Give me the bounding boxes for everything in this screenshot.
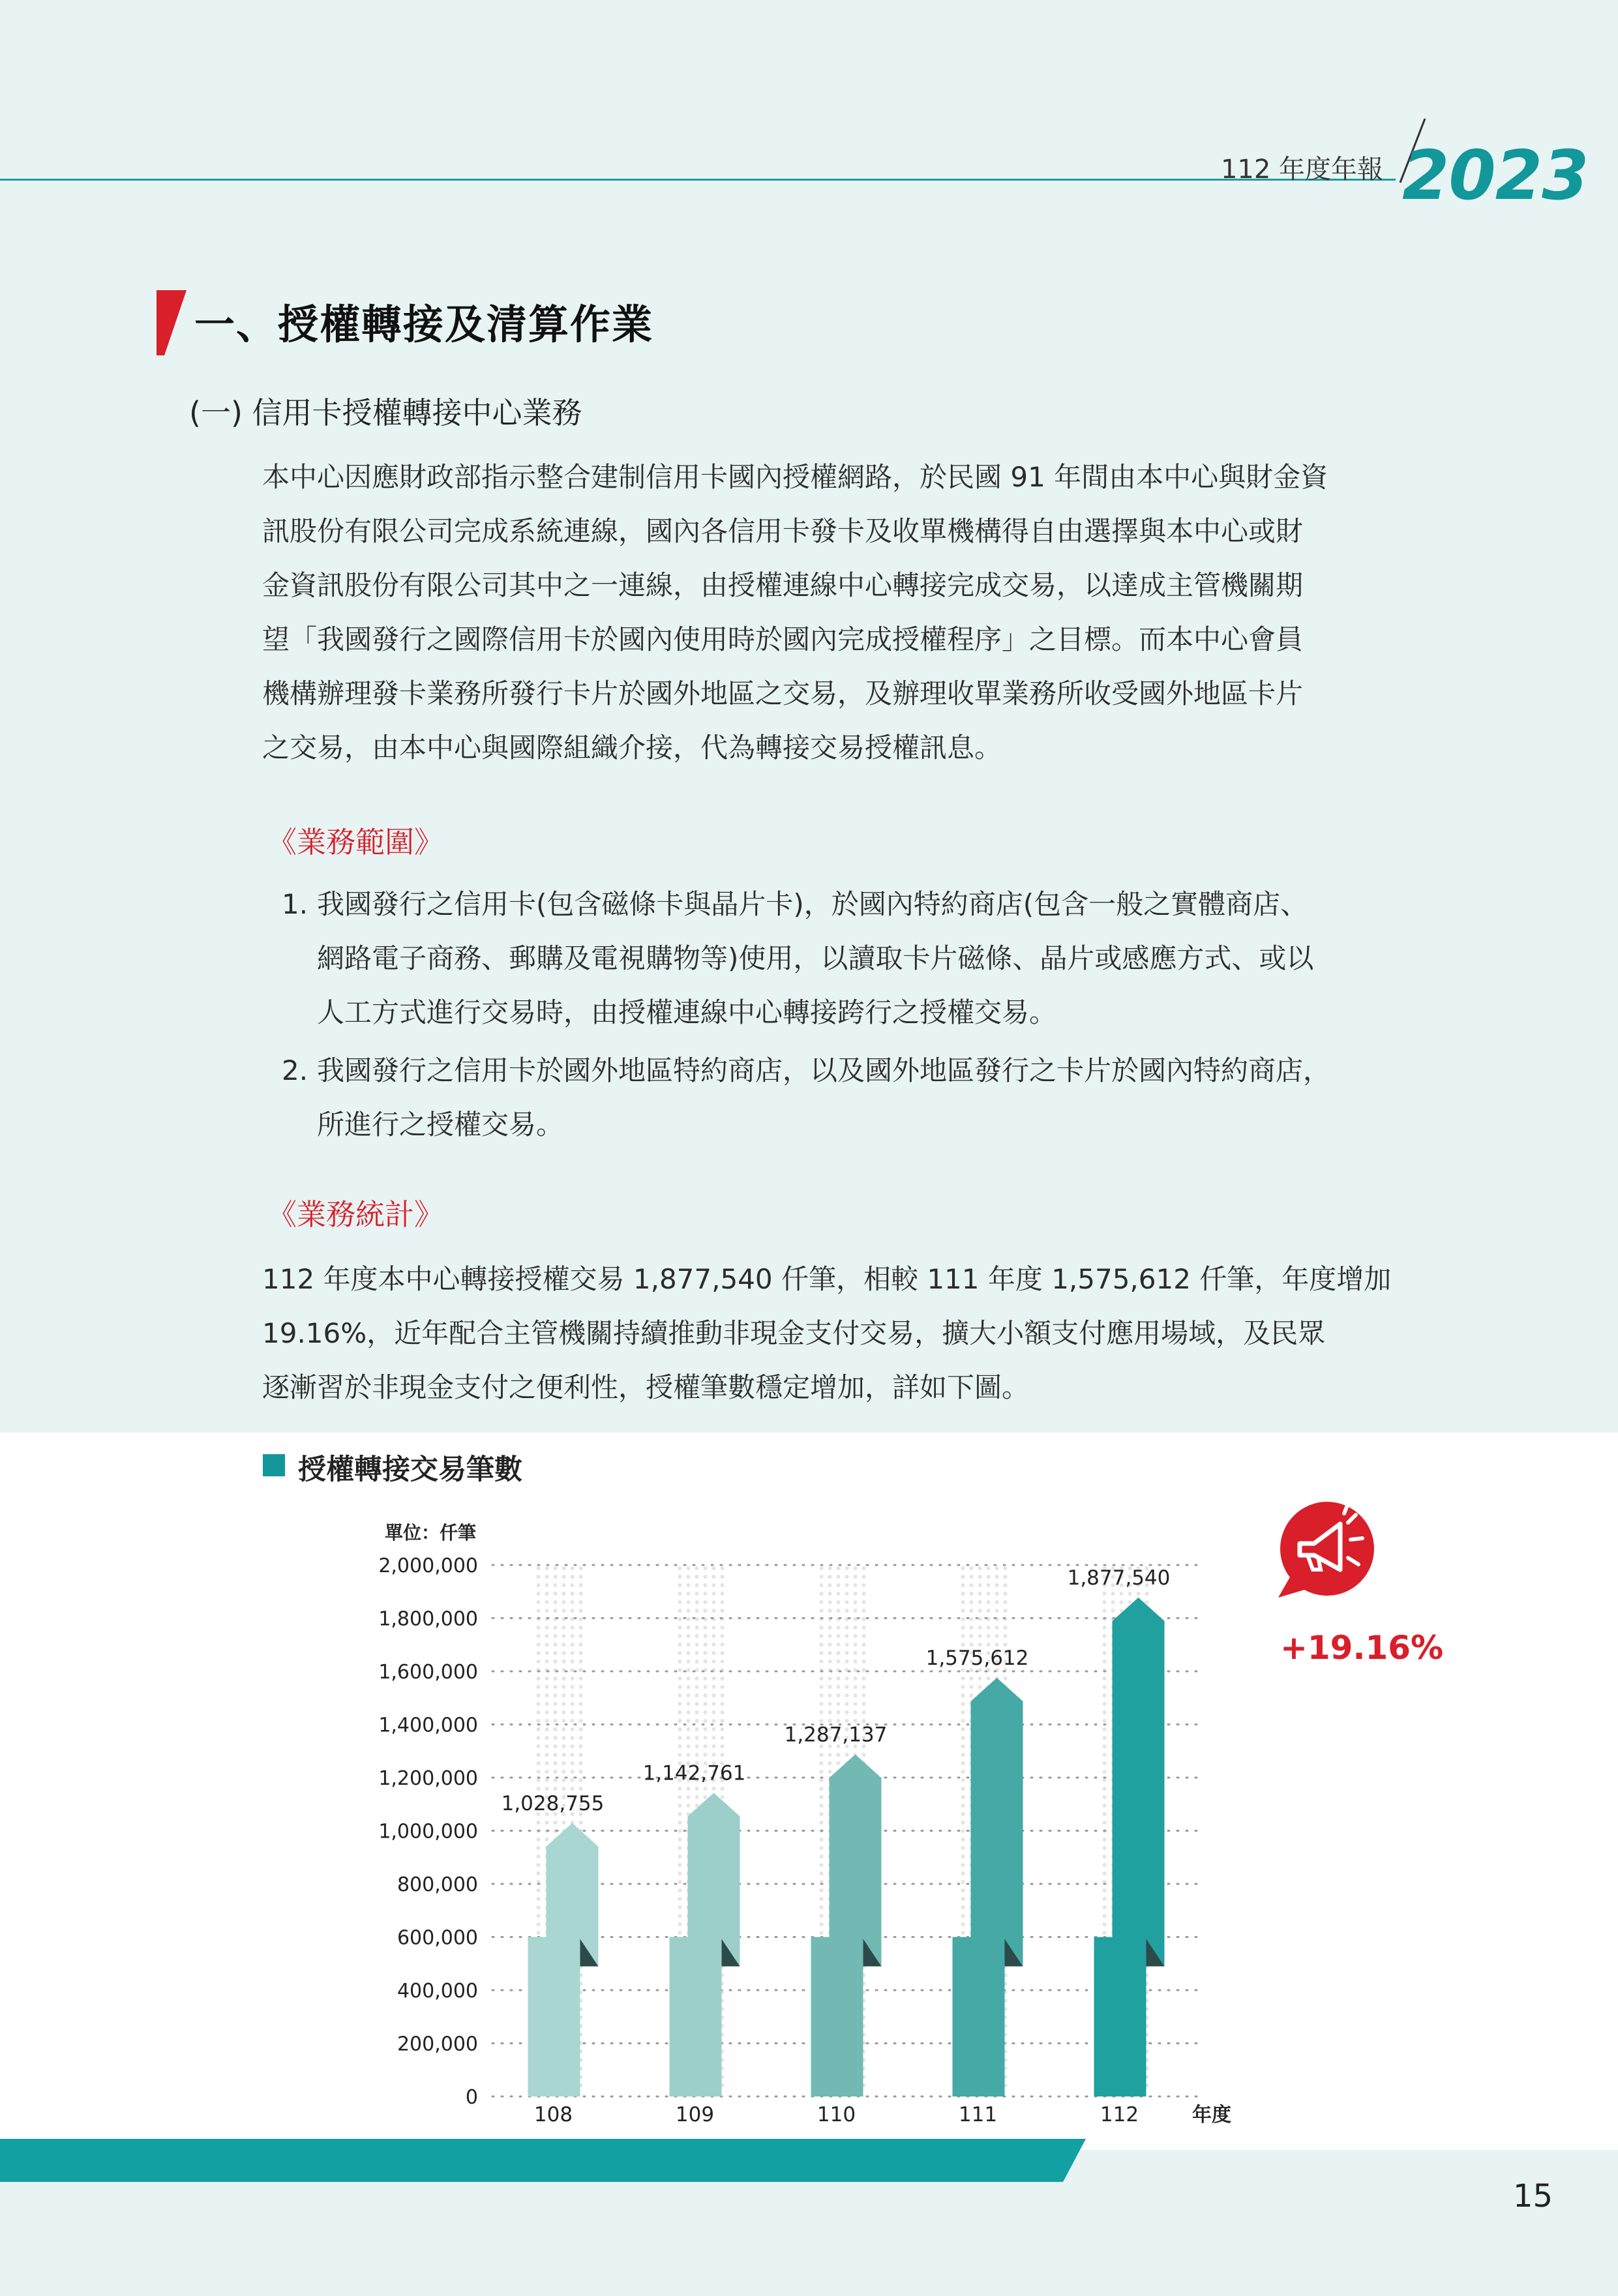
section-title: 一、授權轉接及清算作業 xyxy=(194,301,654,348)
megaphone-icon xyxy=(1278,1502,1374,1598)
bar xyxy=(953,1678,1023,2096)
y-tick-label: 200,000 xyxy=(397,2033,478,2056)
intro-line: 機構辦理發卡業務所發行卡片於國外地區之交易，及辦理收單業務所收受國外地區卡片 xyxy=(262,678,1304,709)
growth-percentage: +19.16% xyxy=(1280,1629,1444,1667)
x-tick-label: 110 xyxy=(816,2103,856,2126)
y-tick-label: 0 xyxy=(465,2086,478,2109)
report-label: 112 年度年報 xyxy=(1220,155,1383,185)
x-tick-label: 111 xyxy=(958,2103,998,2126)
x-axis-label: 年度 xyxy=(1192,2104,1231,2126)
bar-value-label: 1,028,755 xyxy=(501,1791,605,1815)
x-tick-label: 108 xyxy=(533,2103,573,2126)
intro-line: 金資訊股份有限公司其中之一連線，由授權連線中心轉接完成交易，以達成主管機關期 xyxy=(262,569,1304,601)
stats-line: 19.16%，近年配合主管機關持續推動非現金支付交易，擴大小額支付應用場域，及民眾 xyxy=(262,1317,1326,1349)
intro-line: 之交易，由本中心與國際組織介接，代為轉接交易授權訊息。 xyxy=(262,732,1002,764)
y-tick-label: 2,000,000 xyxy=(378,1555,478,1577)
y-tick-label: 400,000 xyxy=(397,1980,478,2003)
page-number: 15 xyxy=(1513,2178,1553,2214)
footer-band xyxy=(0,2132,1618,2184)
y-tick-label: 600,000 xyxy=(397,1926,478,1950)
y-tick-label: 1,400,000 xyxy=(378,1714,478,1737)
y-tick-label: 1,000,000 xyxy=(378,1820,478,1843)
y-tick-label: 1,200,000 xyxy=(378,1767,478,1790)
bar-value-label: 1,142,761 xyxy=(642,1761,746,1785)
intro-line: 望「我國發行之國際信用卡於國內使用時於國內完成授權程序」之目標。而本中心會員 xyxy=(262,623,1304,655)
unit-label: 單位：仟筆 xyxy=(385,1522,477,1543)
bar-value-label: 1,575,612 xyxy=(925,1646,1029,1670)
y-tick-label: 800,000 xyxy=(397,1873,478,1896)
scope-item-line: 所進行之授權交易。 xyxy=(317,1109,564,1141)
y-tick-label: 1,600,000 xyxy=(378,1661,478,1684)
scope-item-line: 網路電子商務、郵購及電視購物等)使用，以讀取卡片磁條、晶片或感應方式、或以 xyxy=(317,942,1314,974)
stats-line: 逐漸習於非現金支付之便利性，授權筆數穩定增加，詳如下圖。 xyxy=(262,1371,1030,1403)
section-subtitle: (一) 信用卡授權轉接中心業務 xyxy=(189,395,582,430)
bar-value-label: 1,877,540 xyxy=(1067,1566,1171,1590)
stats-heading: 《業務統計》 xyxy=(267,1197,444,1232)
y-tick-label: 1,800,000 xyxy=(378,1607,478,1631)
x-tick-label: 112 xyxy=(1100,2103,1139,2126)
intro-line: 訊股份有限公司完成系統連線，國內各信用卡發卡及收單機構得自由選擇與本中心或財 xyxy=(262,515,1304,547)
scope-item-number: 2. xyxy=(282,1054,308,1086)
scope-item-line: 我國發行之信用卡於國外地區特約商店，以及國外地區發行之卡片於國內特約商店， xyxy=(317,1054,1331,1086)
stats-line: 112 年度本中心轉接授權交易 1,877,540 仟筆，相較 111 年度 1,575,612 仟筆，年度增加 xyxy=(262,1263,1392,1295)
chart-title: 授權轉接交易筆數 xyxy=(298,1454,522,1486)
scope-heading: 《業務範圍》 xyxy=(267,825,444,859)
scope-item-line: 我國發行之信用卡(包含磁條卡與晶片卡)，於國內特約商店(包含一般之實體商店、 xyxy=(317,888,1308,920)
report-year: 2023 xyxy=(1402,136,1589,215)
bar-value-label: 1,287,137 xyxy=(784,1723,888,1747)
x-tick-label: 109 xyxy=(675,2103,715,2126)
scope-item-line: 人工方式進行交易時，由授權連線中心轉接跨行之授權交易。 xyxy=(317,996,1057,1028)
scope-item-number: 1. xyxy=(282,888,308,920)
intro-line: 本中心因應財政部指示整合建制信用卡國內授權網路，於民國 91 年間由本中心與財金資 xyxy=(262,461,1328,493)
